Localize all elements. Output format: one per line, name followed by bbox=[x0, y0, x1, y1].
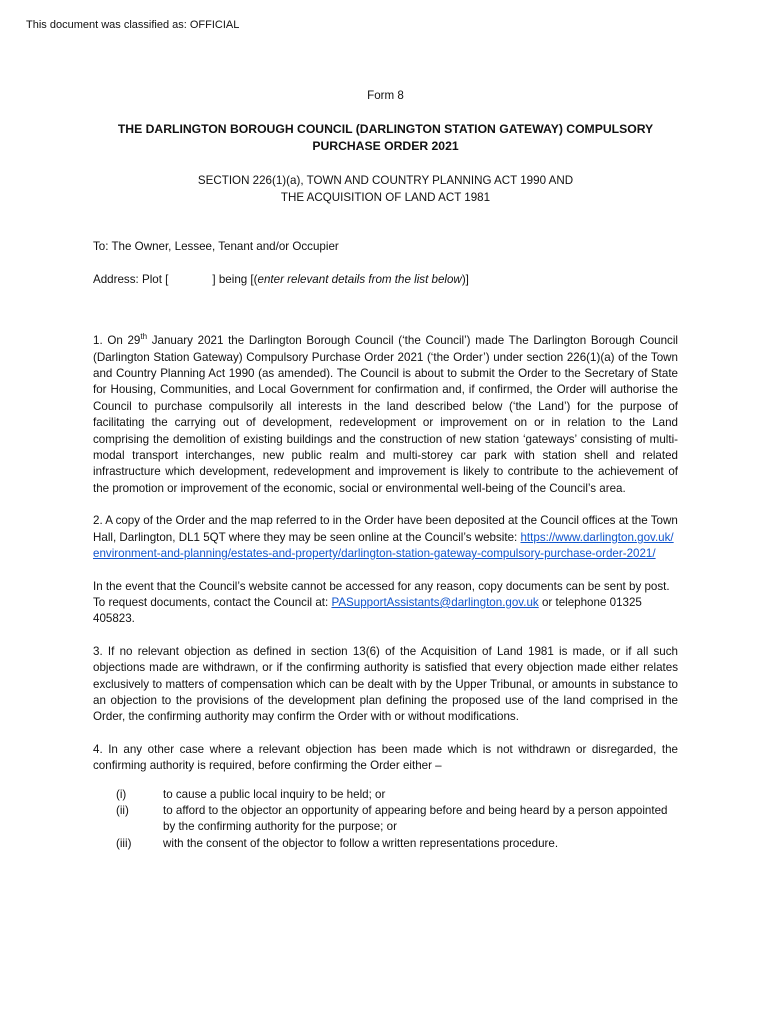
document-subtitle bbox=[93, 173, 678, 206]
list-item-text: with the consent of the objector to follow a written representations procedure. bbox=[163, 836, 559, 850]
address-middle: ] being [( bbox=[212, 272, 258, 286]
paragraph-1-start: 1. On 29 bbox=[93, 334, 141, 348]
addressee-line: To: The Owner, Lessee, Tenant and/or Occupier bbox=[93, 240, 339, 254]
list-item-text: to afford to the objector an opportunity of appearing before and being heard by a person appointed by the confirming authority for the purpose; or bbox=[163, 803, 668, 834]
paragraph-5: 4. In any other case where a relevant objection has been made which is not withdrawn or disregarded, the confirming authority is required, before confirming the Order either – bbox=[93, 742, 678, 773]
paragraph-2 bbox=[93, 513, 678, 562]
document-page bbox=[93, 88, 678, 852]
paragraph-3 bbox=[93, 579, 678, 628]
document-title: THE DARLINGTON BOROUGH COUNCIL (DARLINGTON STATION GATEWAY) COMPULSORY PURCHASE ORDER 2021 bbox=[117, 122, 654, 154]
paragraph-1-body: January 2021 the Darlington Borough Council (‘the Council’) made The Darlington Borough Council (Darlington Station Gateway) Compulsory Purchase Order 2021 (‘the Order’) under section 226(1)(a) of the Town and Country Planning Act 1990 (as amended). The Council is about to submit the Order to the Secretary of State for Housing, Communities, and Local Government for confirmation and, if confirmed, the Order will authorise the Council to purchase compulsorily all interests in the land described below (‘the Land’) for the purpose of facilitating the carrying out of development, redevelopment or improvement on or in relation to the Land comprising the demolition of existing buildings and the construction of new station ‘gateways’ consisting of multi-modal transport interchanges, new public realm and multi-storey car park with station shell and related infrastructure which development, redevelopment and improvement is likely to contribute to the achievement of the promotion or improvement of the economic, social or environmental well-being of the Council’s area. bbox=[93, 334, 678, 495]
address-suffix: )] bbox=[461, 272, 469, 286]
paragraph-2-body: 2. A copy of the Order and the map referred to in the Order have been deposited at the Council offices at the Town Hall, Darlington, DL1 5QT where they may be seen online at the Council’s website: bbox=[93, 514, 678, 544]
list-item bbox=[93, 836, 678, 852]
subtitle-line-1: SECTION 226(1)(a), TOWN AND COUNTRY PLANNING ACT 1990 AND bbox=[197, 174, 574, 188]
form-number: Form 8 bbox=[367, 89, 404, 102]
list-item-number: (ii) bbox=[116, 803, 129, 817]
contact-email-link[interactable]: PASupportAssistants@darlington.gov.uk bbox=[331, 595, 539, 609]
list-item-text: to cause a public local inquiry to be held; or bbox=[163, 787, 386, 801]
paragraph-1 bbox=[93, 333, 678, 497]
address-line bbox=[93, 272, 678, 288]
contact-phone-text: or telephone 01325 405823. bbox=[93, 595, 642, 626]
address-hint: enter relevant details from the list below bbox=[257, 272, 462, 286]
list-item bbox=[93, 787, 678, 803]
ordinal-suffix: th bbox=[140, 332, 148, 342]
subtitle-line-2: THE ACQUISITION OF LAND ACT 1981 bbox=[280, 190, 491, 204]
paragraph-4: 3. If no relevant objection as defined in section 13(6) of the Acquisition of Land 1981 is made, or if all such objections made are withdrawn, or if the confirming authority is satisfied that every objection made either relates exclusively to matters of compensation which can be dealt with by the Upper Tribunal, or amounts in substance to an objection to the provisions of the development plan defining the proposed use of the land comprised in the Order, the confirming authority may confirm the Order with or without modifications. bbox=[93, 644, 678, 724]
list-item bbox=[93, 803, 678, 836]
procedure-list bbox=[93, 787, 678, 853]
list-item-number: (i) bbox=[116, 787, 127, 801]
paragraph-3-body: In the event that the Council’s website cannot be accessed for any reason, copy documents can be sent by post. To request documents, contact the Council at: bbox=[93, 579, 670, 609]
classification-label: This document was classified as: OFFICIAL bbox=[26, 19, 240, 31]
order-website-link[interactable]: https://www.darlington.gov.uk/environment-and-planning/estates-and-property/darlington-station-gateway-compulsory-purchase-order-2021/ bbox=[93, 530, 674, 561]
address-prefix: Address: Plot [ bbox=[93, 272, 169, 286]
list-item-number: (iii) bbox=[116, 836, 132, 850]
